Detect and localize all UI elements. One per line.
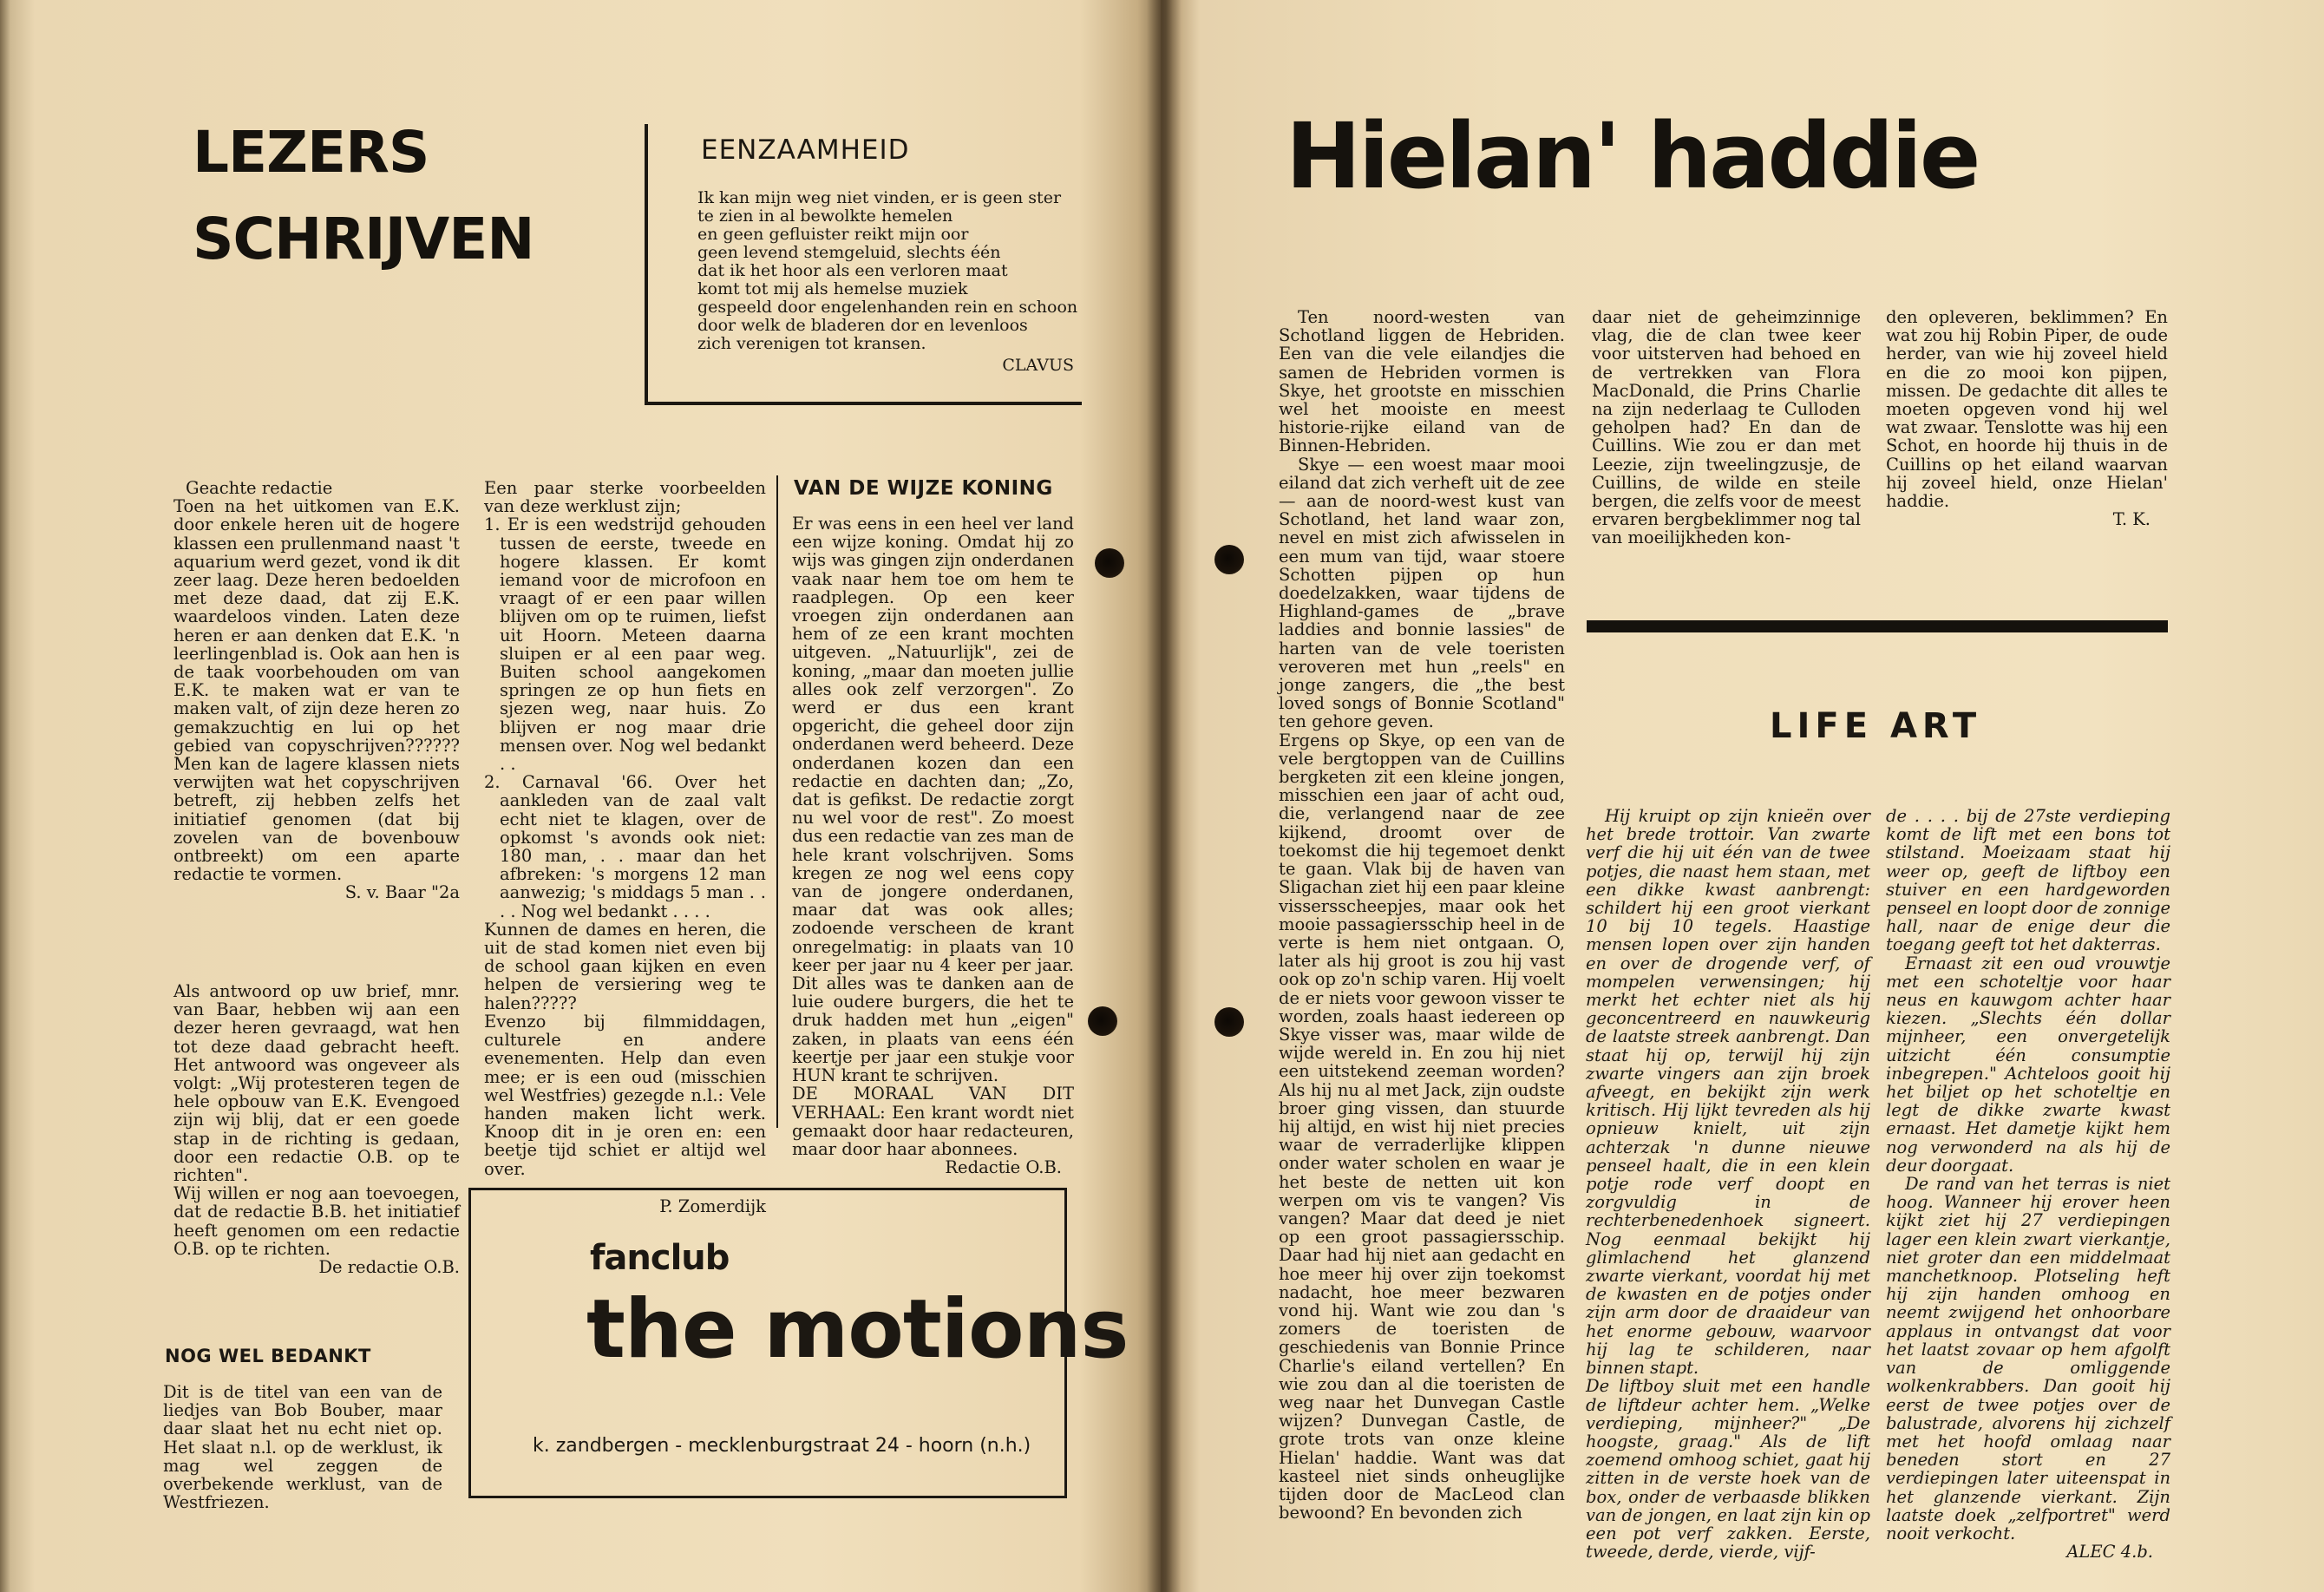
article-signature: T. K. xyxy=(2112,509,2151,530)
reply-column xyxy=(173,982,460,1276)
book-gutter xyxy=(1147,0,1182,1592)
werklust-column xyxy=(484,479,766,1215)
poem-line: Ik kan mijn weg niet vinden, er is geen ster xyxy=(697,188,1062,207)
poem-title: EENZAAMHEID xyxy=(701,134,910,166)
punch-hole xyxy=(1095,548,1124,578)
reply-paragraph: Als antwoord op uw brief, mnr. van Baar, hebben wij aan een dezer heren gevraagd, wat hen tot deze daad gebracht heeft. Het antwoord was ongeveer als volgt: „Wij protesteren tegen de hele opbouw van E.K. Evengoed zijn wij blij, dat er een goede stap in de richting is gedaan, door een redactie O.B. op te richten". xyxy=(173,981,460,1186)
article-paragraph: Ergens op Skye, op een van de vele bergtoppen van de Cuillins bergketen zit een kleine jongen, misschien een jaar of acht oud, die, verlangend naar de zee kijkend, droomt over de toekomst die hij tegemoet denkt te gaan. Vlak bij de haven van Sligachan ziet hij een paar kleine vissersscheepjes, maar ook het mooie passagiersschip heel in de verte is hem niet ontgaan. O, later als hij groot is zou hij vast ook op zo'n schip varen. Hij voelt de er niets voor gewoon visser te worden, zoals haast iedereen op Skye visser was, maar wilde de wijde wereld in. En zou hij niet een uitstekend zeeman worden? Als hij nu al met Jack, zijn oudste broer ging vissen, dan stuurde hij altijd, en wist hij niet precies waar de verraderlijke klippen onder water scholen en waar je het beste de netten uit kon werpen om vis te vangen? Vis vangen? Maar dat deed je niet op een groot passagiersschip. Daar had hij niet aan gedacht en hoe meer hij over zijn toekomst nadacht, hoe meer bezwaren vond hij. Want wie zou dan 's zomers de toeristen de geschiedenis van Bonnie Prince Charlie's eiland vertellen? En wie zou dan al die toeristen de weg naar het Dunvegan Castle wijzen? Dunvegan Castle, de grote trots van onze kleine Hielan' haddie. Want was dat kasteel niet sinds onheuglijke tijden door de MacLeod clan bewoond? En bevonden zich xyxy=(1279,730,1565,1523)
werklust-paragraph: Evenzo bij filmmiddagen, culturele en andere evenementen. Help dan even mee; er is een oud (misschien wel Westfries) gezegde n.l.: Vele handen maken licht werk. Knoop dit in je oren en: een beetje tijd schiet er altijd wel over. xyxy=(484,1011,766,1179)
wijze-koning-heading: VAN DE WIJZE KONING xyxy=(794,477,1053,500)
fanclub-band-name: the motions xyxy=(586,1282,1129,1377)
werklust-item-1: 1. Er is een wedstrijd gehouden tussen de eerste, tweede en hogere klassen. Er komt iemand voor de microfoon en vraagt of er een paar willen blijven om op te ruimen, liefst uit Hoorn. Meteen daarna sluipen er al een paar weg. Buiten school aangekomen springen ze op hun fiets en sjezen weg, naar huis. Zo blijven er nog maar drie mensen over. Nog wel bedankt . . xyxy=(484,514,766,775)
werklust-signature: P. Zomerdijk xyxy=(659,1196,766,1216)
nog-wel-heading: NOG WEL BEDANKT xyxy=(165,1346,371,1366)
life-art-column-2 xyxy=(1886,807,2170,1561)
poem-line: dat ik het hoor als een verloren maat xyxy=(697,261,1008,280)
letter-body: Toen na het uitkomen van E.K. door enkele heren uit de hogere klassen een prullenmand naast 't aquarium werd gezet, vond ik dit zeer laag. Deze heren bedoelden met deze daad, dat zij E.K. waardeloos vinden. Laten deze heren er aan denken dat E.K. 'n leerlingenblad is. Ook aan hen is de taak voorbehouden om van E.K. te maken wat er van te maken valt, of zijn deze heren zo gemakzuchtig en lui op het gebied van copyschrijven?????? Men kan de lagere klassen niets verwijten wat het copyschrijven betreft, zij hebben zelfs het initiatief genomen (dat bij zovelen van de bovenbouw ontbreekt) om een aparte redactie te vormen. xyxy=(173,496,460,885)
life-art-signature: ALEC 4.b. xyxy=(2066,1542,2153,1563)
poem-line: geen levend stemgeluid, slechts één xyxy=(697,243,1001,262)
column-rule xyxy=(776,475,778,1128)
section-title-line1: LEZERS xyxy=(193,119,429,186)
reply-paragraph: Wij willen er nog aan toevoegen, dat de redactie B.B. het initiatief heeft genomen om een redactie O.B. op te richten. xyxy=(173,1183,460,1259)
poem-line: te zien in al bewolkte hemelen xyxy=(697,206,953,226)
punch-hole xyxy=(1214,1007,1244,1037)
section-title-line2: SCHRIJVEN xyxy=(193,206,534,272)
article-paragraph: Ten noord-westen van Schotland liggen de Hebriden. Een van die vele eilandjes die samen de Hebriden vormen is Skye, het grootste en misschien wel het mooiste en meest historie-rijke eiland van de Binnen-Hebriden. xyxy=(1279,307,1565,456)
wijze-koning-signature: Redactie O.B. xyxy=(945,1157,1062,1178)
life-art-heading: LIFE ART xyxy=(1770,706,1982,746)
wijze-koning-column xyxy=(792,514,1074,1176)
life-art-paragraph: De rand van het terras is niet hoog. Wanneer hij erover heen kijkt ziet hij 27 verdiepingen lager een klein zwart vierkantje, niet groter dan een middelmaat manchetknoop. Plotseling heft hij zijn handen omhoog en neemt zwijgend het onhoorbare applaus in ontvangst dat voor het laatst zovaar op hem afgolft van de omliggende wolkenkrabbers. Dan gooit hij eerst de twee potjes over de balustrade, alvorens hij zichzelf met het hoofd omlaag naar beneden stort en 27 verdiepingen later uiteenspat in het glanzende vierkant. Zijn laatste doek „zelfportret" werd nooit verkocht. xyxy=(1886,1174,2170,1543)
hielan-column-2: daar niet de geheimzinnige vlag, die de clan twee keer voor uitsterven had behoed en de vertrekken van Flora MacDonald, die Prins Charlie na zijn nederlaag te Culloden geholpen had? En dan de Cuillins. Wie zou er dan met Leezie, zijn tweelingzusje, de Cuillins, de wilde en steile bergen, die zelfs voor de meest ervaren bergbeklimmer nog tal van moeilijkheden kon- xyxy=(1592,307,1861,548)
punch-hole xyxy=(1214,545,1244,574)
wijze-koning-moral: DE MORAAL VAN DIT VERHAAL: Een krant wordt niet gemaakt door haar redacteuren, maar door haar abonnees. xyxy=(792,1084,1074,1159)
life-art-paragraph: de . . . . bij de 27ste verdieping komt de lift met een bons tot stilstand. Moeizaam staat hij weer op, geeft de liftboy een stuiver en een hardgeworden penseel en loopt door de zonnige hall, naar de enige deur die toegang geeft tot het dakterras. xyxy=(1886,806,2170,955)
life-art-paragraph: De liftboy sluit met een handle de liftdeur achter hem. „Welke verdieping, mijnheer?" „De hoogste, graag." Als de lift zoemend omhoog schiet, gaat hij zitten in de verste hoek van de box, onder de verbaasde blikken van de jongen, en laat zijn kin op een pot verf zakken. Eerste, tweede, derde, vierde, vijf- xyxy=(1586,1376,1870,1563)
life-art-paragraph: Hij kruipt op zijn knieën over het brede trottoir. Van zwarte verf die hij uit één van de twee potjes, die naast hem staan, met een dikke kwast aanbrengt: schildert hij een groot vierkant 10 bij 10 tegels. Haastige mensen lopen over zijn handen en over de drogende verf, of mompelen verwensingen; hij merkt het echter niet als hij geconcentreerd en nauwkeurig de laatste streek aanbrengt. Dan staat hij op, terwijl hij zijn zwarte vingers aan zijn broek afveegt, en bekijkt zijn werk kritisch. Hij lijkt tevreden als hij opnieuw knielt, uit zijn achterzak 'n dunne nieuwe penseel haalt, die in een klein potje rode verf doopt en zorgvuldig in de rechterbenedenhoek signeert. Nog eenmaal bekijkt hij glimlachend het glanzend zwarte vierkant, voordat hij met de kwasten en de potjes onder zijn arm door de draaideur van het enorme gebouw, waarvoor hij lag te schilderen, naar binnen stapt. xyxy=(1586,806,1870,1379)
left-page xyxy=(0,0,1161,1592)
poem-line: zich verenigen tot kransen. xyxy=(697,334,926,353)
letter-column xyxy=(173,479,460,902)
poem-line: door welk de bladeren dor en levenloos xyxy=(697,316,1028,335)
letter-salutation: Geachte redactie xyxy=(186,478,333,498)
reply-signature: De redactie O.B. xyxy=(318,1257,460,1278)
letter-signature: S. v. Baar "2a xyxy=(344,882,460,903)
poem-author: CLAVUS xyxy=(1002,356,1074,375)
hielan-column-1 xyxy=(1279,308,1565,1522)
poem-line: komt tot mij als hemelse muziek xyxy=(697,279,968,298)
punch-hole xyxy=(1088,1006,1117,1036)
poem-line: gespeeld door engelenhanden rein en schoon xyxy=(697,298,1078,317)
poem xyxy=(697,189,1079,375)
article-paragraph: Skye — een woest maar mooi eiland dat zich verheft uit de zee — aan de noord-west kust van Schotland, het land waar zon, nevel en mist zich afwisselen in een mum van tijd, waar stoere Schotten pijpen op hun doedelzakken, waar tijdens de Highland-games de „brave laddies and bonnie lassies" de harten van de vele toeristen veroveren met hun „reels" en jonge zangers, die „the best loved songs of Bonnie Scotland" ten gehore geven. xyxy=(1279,454,1565,732)
werklust-intro: Een paar sterke voorbeelden van deze werklust zijn; xyxy=(484,478,766,517)
life-art-paragraph: Ernaast zit een oud vrouwtje met een schoteltje voor haar neus en kauwgom achter haar kiezen. „Slechts één dollar mijnheer, een onvergetelijk uitzicht één consumptie inbegrepen." Achteloos gooit hij het biljet op het schoteltje en legt de dikke zwarte kwast ernaast. Het dametje kijkt hem nog verwonderd na als hij de deur doorgaat. xyxy=(1886,953,2170,1176)
nog-wel-body: Dit is de titel van een van de liedjes van Bob Bouber, maar daar slaat het nu echt niet op. Het slaat n.l. op de werklust, ik mag wel zeggen de overbekende werklust, van de Westfriezen. xyxy=(163,1382,442,1513)
right-page xyxy=(1161,0,2324,1592)
wijze-koning-body: Er was eens in een heel ver land een wijze koning. Omdat hij zo wijs was gingen zijn onderdanen vaak naar hem toe om hem te raadplegen. Op een keer vroegen zijn onderdanen aan hem of ze een krant mochten uitgeven. „Natuurlijk", zei de koning, „maar dan moeten jullie alles ook zelf verzorgen". Zo werd er dus een krant opgericht, die geheel door zijn onderdanen werd beheerd. Deze onderdanen kozen dan een redactie en dachten dan; „Zo, dat is gefikst. De redactie zorgt nu wel voor de rest". Zo moest dus een redactie van zes man de hele krant volschrijven. Soms kregen ze nog wel eens copy van de jongere onderdanen, maar dat was ook alles; zodoende verscheen de krant onregelmatig: in plaats van 10 keer per jaar nu 4 keer per jaar. Dit alles was te danken aan de luie oudere burgers, die het te druk hadden met hun „eigen" zaken, in plaats van eens één keertje per jaar een stukje voor HUN krant te schrijven. xyxy=(792,514,1074,1086)
werklust-paragraph: Kunnen de dames en heren, die uit de stad komen niet even bij de school gaan kijken en even helpen de versiering weg te halen????? xyxy=(484,919,766,1013)
fanclub-label: fanclub xyxy=(590,1238,730,1278)
werklust-item-2: 2. Carnaval '66. Over het aankleden van de zaal valt echt niet te klagen, over de opkomst 's avonds ook niet: 180 man, . . maar dan het afbreken: 's morgens 12 man aanwezig; 's middags 5 man . . . . Nog wel bedankt . . . . xyxy=(484,772,766,921)
life-art-column-1 xyxy=(1586,807,1870,1561)
fanclub-address: k. zandbergen - mecklenburgstraat 24 - hoorn (n.h.) xyxy=(533,1435,1031,1457)
section-divider xyxy=(1587,620,2168,632)
article-paragraph: den opleveren, beklimmen? En wat zou hij Robin Piper, de oude herder, van wie hij zoveel hield en die zo mooi kon pijpen, missen. De gedachte dit alles te moeten opgeven vond hij wel wat zwaar. Tenslotte was hij een Schot, en hoorde hij thuis in de Cuillins op het eiland waarvan hij zoveel hield, onze Hielan' haddie. xyxy=(1886,307,2168,512)
hielan-column-3 xyxy=(1886,308,2168,528)
poem-line: en geen gefluister reikt mijn oor xyxy=(697,225,969,244)
article-title: Hielan' haddie xyxy=(1286,103,1979,209)
